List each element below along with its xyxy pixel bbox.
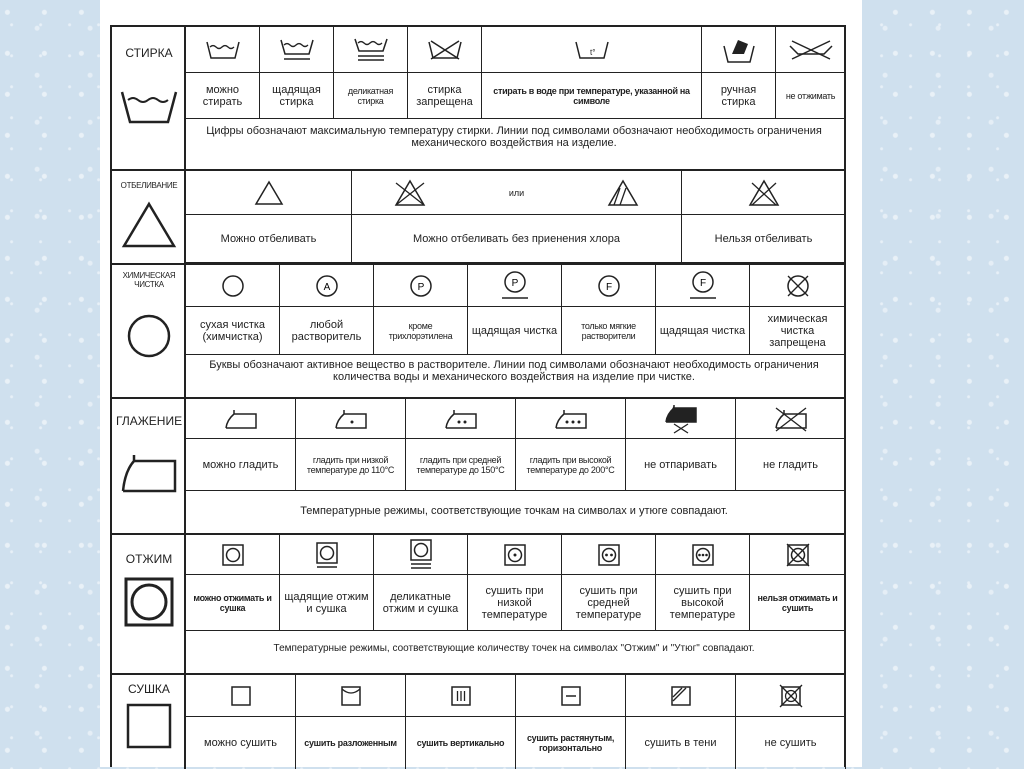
svg-text:A: A	[323, 281, 330, 293]
gentle-wash-icon	[260, 27, 334, 73]
no-dry-clean-icon	[750, 265, 846, 307]
tumble-medium-temp-label: сушить при средней температуре	[562, 575, 656, 631]
mild-solvent-label: только мягкие растворители	[562, 307, 656, 355]
section-ironing	[112, 399, 844, 535]
dry-allowed-icon	[186, 675, 296, 717]
temperature-wash-label: стирать в воде при температуре, указанной на символе	[482, 73, 702, 119]
non-chlorine-bleach-icons	[352, 171, 682, 215]
section-title: СУШКА	[128, 682, 170, 696]
tumble-high-temp-label: сушить при высокой температуре	[656, 575, 750, 631]
square-circle-icon	[120, 577, 178, 629]
ironing-note: Температурные режимы, соответствующие точкам на символах и утюге совпадают.	[300, 505, 728, 517]
delicate-tumble-label: деликатные отжим и сушка	[374, 575, 468, 631]
svg-text:F: F	[699, 277, 706, 289]
dry-clean-icon	[186, 265, 280, 307]
section-title: ОТЖИМ	[125, 552, 173, 566]
line-dry-label: сушить разложенным	[296, 717, 406, 769]
tumble-medium-temp-icon	[562, 535, 656, 575]
svg-text:P: P	[511, 277, 518, 289]
no-steam-icon	[626, 399, 736, 439]
no-steam-label: не отпаривать	[626, 439, 736, 491]
gentle-tumble-label: щадящие отжим и сушка	[280, 575, 374, 631]
dry-allowed-label: можно сушить	[186, 717, 296, 769]
wash-label: можно стирать	[186, 73, 260, 119]
iron-medium-temp-label: гладить при средней температуре до 150°С	[406, 439, 516, 491]
iron-high-temp-label: гладить при высокой температуре до 200°С	[516, 439, 626, 491]
spin-note: Температурные режимы, соответствующие количеству точек на символах "Отжим" и "Утюг" совпадают.	[273, 643, 755, 654]
no-bleach-icon	[682, 171, 846, 215]
iron-low-temp-label: гладить при низкой температуре до 110°С	[296, 439, 406, 491]
no-trichloroethylene-icon	[374, 265, 468, 307]
dry-in-shade-label: сушить в тени	[626, 717, 736, 769]
drip-dry-label: сушить вертикально	[406, 717, 516, 769]
flat-dry-label: сушить растянутым, горизонтально	[516, 717, 626, 769]
cl-crossed-triangle-icon	[393, 179, 427, 207]
gentle-dry-clean-p-label: щадящая чистка	[468, 307, 562, 355]
tumble-icon	[186, 535, 280, 575]
no-dry-label: не сушить	[736, 717, 846, 769]
section-dry-clean	[112, 265, 844, 399]
svg-text:P: P	[417, 281, 424, 293]
iron-icon	[120, 447, 178, 499]
wash-icon	[186, 27, 260, 73]
iron-medium-temp-icon	[406, 399, 516, 439]
no-wring-icon	[776, 27, 846, 73]
dry-in-shade-icon	[626, 675, 736, 717]
square-icon	[120, 701, 178, 753]
tumble-label: можно отжимать и сушка	[186, 575, 280, 631]
no-wash-icon	[408, 27, 482, 73]
no-tumble-label: нельзя отжимать и сушить	[750, 575, 846, 631]
no-dry-clean-label: химическая чистка запрещена	[750, 307, 846, 355]
no-iron-icon	[736, 399, 846, 439]
tumble-low-temp-label: сушить при низкой температуре	[468, 575, 562, 631]
bleach-icon	[186, 171, 352, 215]
temperature-wash-icon	[482, 27, 702, 73]
any-solvent-icon	[280, 265, 374, 307]
non-chlorine-bleach-label: Можно отбеливать без приенения хлора	[352, 215, 682, 263]
no-tumble-icon	[750, 535, 846, 575]
no-iron-label: не гладить	[736, 439, 846, 491]
section-title: ОТБЕЛИВАНИЕ	[120, 181, 178, 190]
no-bleach-label: Нельзя отбеливать	[682, 215, 846, 263]
section-wash	[112, 27, 844, 171]
any-solvent-label: любой растворитель	[280, 307, 374, 355]
section-title: ГЛАЖЕНИЕ	[116, 414, 183, 428]
dry-clean-note: Буквы обозначают активное вещество в растворителе. Линии под символами обозначают необходимость ограничения количества воды и механического воздействия на изделие при чистке.	[209, 359, 819, 383]
striped-triangle-icon	[606, 179, 640, 207]
or-text: или	[508, 187, 525, 198]
hand-wash-icon	[702, 27, 776, 73]
bleach-label: Можно отбеливать	[186, 215, 352, 263]
delicate-tumble-icon	[374, 535, 468, 575]
triangle-icon	[120, 199, 178, 251]
flat-dry-icon	[516, 675, 626, 717]
gentle-wash-label: щадящая стирка	[260, 73, 334, 119]
hand-wash-label: ручная стирка	[702, 73, 776, 119]
no-wring-label: не отжимать	[776, 73, 846, 119]
washing-tub-icon	[120, 82, 178, 134]
iron-high-temp-icon	[516, 399, 626, 439]
section-bleach	[112, 171, 844, 265]
wash-note: Цифры обозначают максимальную температуру стирки. Линии под символами обозначают необходимость ограничения механического воздействия на изделие.	[206, 125, 822, 149]
gentle-dry-clean-f-label: щадящая чистка	[656, 307, 750, 355]
gentle-tumble-icon	[280, 535, 374, 575]
tumble-low-temp-icon	[468, 535, 562, 575]
tumble-high-temp-icon	[656, 535, 750, 575]
circle-icon	[120, 310, 178, 362]
gentle-dry-clean-p-icon	[468, 265, 562, 307]
section-spin	[112, 535, 844, 675]
no-trichloroethylene-label: кроме трихлорэтилена	[374, 307, 468, 355]
section-drying	[112, 675, 844, 769]
delicate-wash-icon	[334, 27, 408, 73]
no-dry-icon	[736, 675, 846, 717]
line-dry-icon	[296, 675, 406, 717]
iron-low-temp-icon	[296, 399, 406, 439]
iron-allowed-label: можно гладить	[186, 439, 296, 491]
section-title: СТИРКА	[125, 46, 173, 60]
care-symbols-table	[110, 25, 846, 767]
svg-text:F: F	[605, 281, 612, 293]
gentle-dry-clean-f-icon	[656, 265, 750, 307]
drip-dry-icon	[406, 675, 516, 717]
mild-solvent-icon	[562, 265, 656, 307]
section-title: ХИМИЧЕСКАЯ ЧИСТКА	[122, 271, 176, 289]
dry-clean-label: сухая чистка (химчистка)	[186, 307, 280, 355]
svg-text:t°: t°	[589, 47, 595, 57]
no-wash-label: стирка запрещена	[408, 73, 482, 119]
iron-allowed-icon	[186, 399, 296, 439]
delicate-wash-label: деликатная стирка	[334, 73, 408, 119]
